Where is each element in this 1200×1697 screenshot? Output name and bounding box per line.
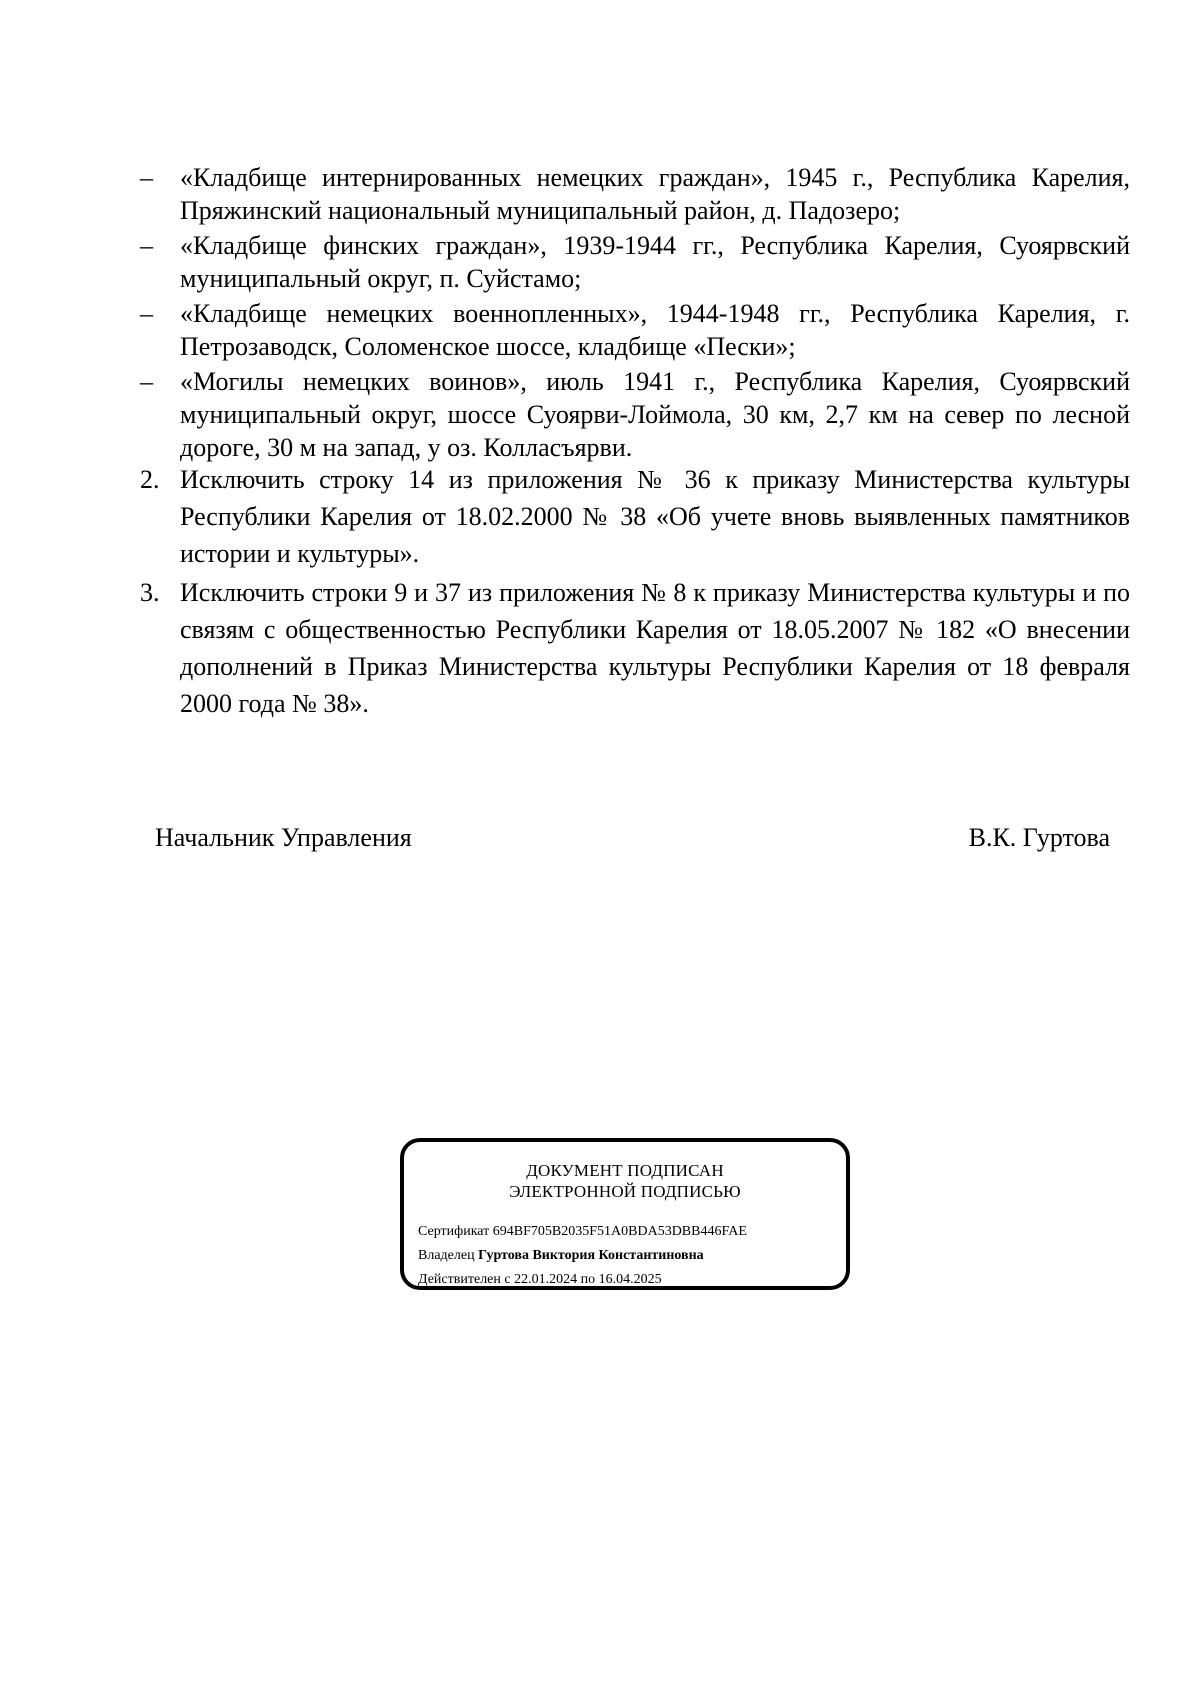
list-item-text: «Кладбище интернированных немецких граждан», 1945 г., Республика Карелия, Пряжинский национальный муниципальный район, д. Падозеро; <box>180 163 1130 225</box>
owner-label: Владелец <box>418 1248 475 1263</box>
dash-marker: – <box>140 231 153 260</box>
list-item <box>140 161 1130 227</box>
stamp-details <box>418 1220 747 1292</box>
signatory-name: В.К. Гуртова <box>968 823 1110 852</box>
dash-marker: – <box>140 299 153 328</box>
certificate-label: Сертификат <box>418 1224 490 1239</box>
certificate-value: 694BF705B2035F51A0BDA53DBB446FAE <box>492 1224 747 1239</box>
signatory-title: Начальник Управления <box>155 823 412 852</box>
owner-value: Гуртова Виктория Константиновна <box>478 1248 704 1263</box>
owner-line <box>418 1244 747 1268</box>
list-item <box>140 297 1130 363</box>
dash-marker: – <box>140 367 153 396</box>
paragraph-text: Исключить строку 14 из приложения № 36 к приказу Министерства культуры Республики Карелия от 18.02.2000 № 38 «Об учете вновь выявленных памятников истории и культуры». <box>180 465 1130 568</box>
stamp-heading-line1: ДОКУМЕНТ ПОДПИСАН <box>526 1161 724 1180</box>
list-item <box>140 229 1130 295</box>
dash-list <box>140 161 1130 466</box>
numbered-paragraph <box>140 574 1130 722</box>
validity-label: Действителен с <box>418 1272 511 1287</box>
certificate-line <box>418 1220 747 1244</box>
valid-from: 22.01.2024 <box>514 1272 578 1287</box>
valid-to: 16.04.2025 <box>598 1272 662 1287</box>
dash-marker: – <box>140 163 153 192</box>
list-item-text: «Кладбище финских граждан», 1939-1944 гг., Республика Карелия, Суоярвский муниципальный округ, п. Суйстамо; <box>180 231 1130 293</box>
electronic-signature-stamp <box>400 1138 850 1290</box>
stamp-heading-line2: ЭЛЕКТРОННОЙ ПОДПИСЬЮ <box>509 1182 741 1201</box>
item-number: 2. <box>140 465 160 494</box>
numbered-item-2 <box>140 461 1130 572</box>
list-item <box>140 365 1130 464</box>
list-item-text: «Кладбище немецких военнопленных», 1944-1948 гг., Республика Карелия, г. Петрозаводск, Соломенское шоссе, кладбище «Пески»; <box>180 299 1130 361</box>
numbered-paragraph <box>140 461 1130 572</box>
valid-to-label: по <box>580 1272 596 1287</box>
validity-line <box>418 1268 747 1292</box>
item-number: 3. <box>140 578 160 607</box>
list-item-text: «Могилы немецких воинов», июль 1941 г., Республика Карелия, Суоярвский муниципальный округ, шоссе Суоярви-Лоймола, 30 км, 2,7 км на север по лесной дороге, 30 м на запад, у оз. Колласъярви. <box>180 367 1130 462</box>
paragraph-text: Исключить строки 9 и 37 из приложения № 8 к приказу Министерства культуры и по связям с общественностью Республики Карелия от 18.05.2007 № 182 «О внесении дополнений в Приказ Министерства культуры Республики Карелия от 18 февраля 2000 года № 38». <box>180 578 1130 718</box>
numbered-item-3 <box>140 574 1130 722</box>
stamp-heading <box>404 1160 846 1202</box>
